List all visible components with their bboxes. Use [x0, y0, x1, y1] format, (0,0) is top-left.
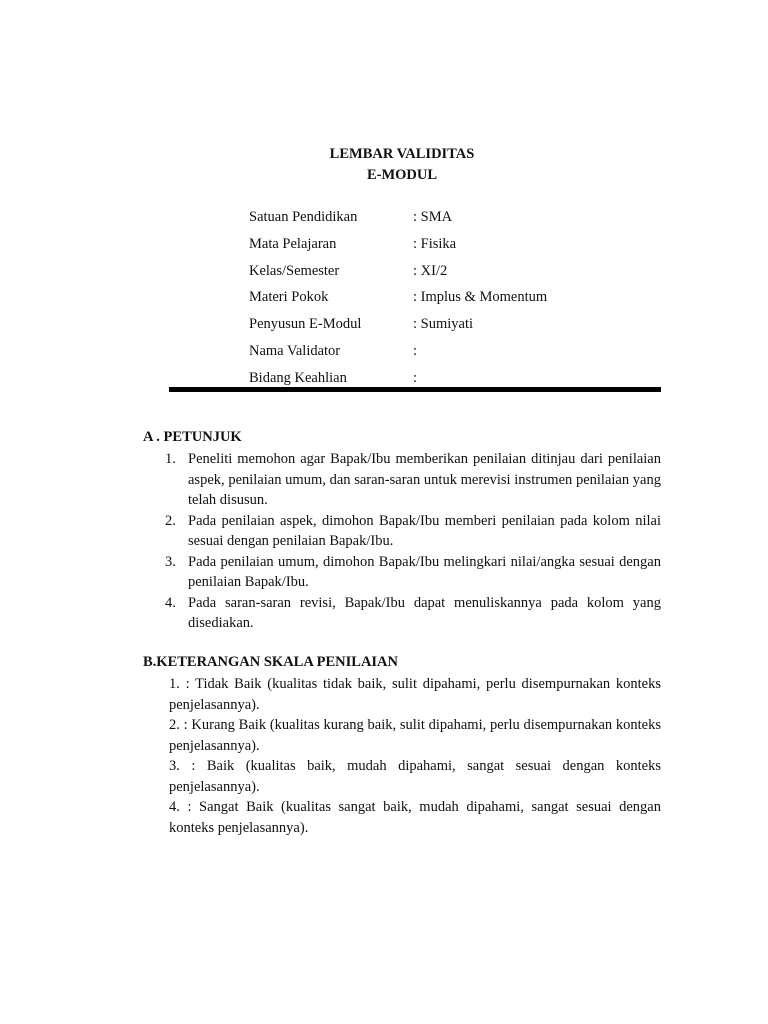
info-value: : — [413, 369, 418, 386]
list-item — [160, 593, 661, 634]
header-divider — [169, 387, 661, 392]
list-item: 1. : Tidak Baik (kualitas tidak baik, sulit dipahami, perlu disempurnakan konteks penjelasannya). — [169, 676, 661, 713]
item-number: 4. — [165, 594, 176, 611]
item-number: 3. — [165, 553, 176, 570]
info-label: Nama Validator — [249, 342, 341, 359]
info-label: Bidang Keahlian — [249, 369, 347, 386]
info-value: : — [413, 342, 418, 359]
document-title: LEMBAR VALIDITAS — [329, 146, 475, 162]
item-text: Pada saran-saran revisi, Bapak/Ibu dapat menuliskannya pada kolom yang disediakan. — [188, 594, 661, 631]
info-value: : Implus & Momentum — [413, 289, 548, 306]
list-item: 3. : Baik (kualitas baik, mudah dipahami, sangat sesuai dengan konteks penjelasannya). — [169, 758, 661, 795]
info-label: Penyusun E-Modul — [249, 316, 362, 333]
info-label: Materi Pokok — [249, 289, 329, 306]
list-item — [160, 552, 661, 593]
list-item: 2. : Kurang Baik (kualitas kurang baik, sulit dipahami, perlu disempurnakan konteks penjelasannya). — [169, 717, 661, 754]
item-text: Pada penilaian aspek, dimohon Bapak/Ibu memberi penilaian pada kolom nilai sesuai dengan penilaian Bapak/Ibu. — [188, 512, 661, 549]
document-subtitle: E-MODUL — [366, 167, 438, 183]
item-text: Pada penilaian umum, dimohon Bapak/Ibu melingkari nilai/angka sesuai dengan penilaian Bapak/Ibu. — [188, 553, 661, 590]
info-value: : Sumiyati — [413, 316, 474, 333]
info-label: Kelas/Semester — [249, 262, 340, 279]
info-value: : Fisika — [413, 235, 457, 252]
info-label: Mata Pelajaran — [249, 235, 337, 252]
info-value: : SMA — [413, 209, 453, 225]
item-text: Peneliti memohon agar Bapak/Ibu memberikan penilaian ditinjau dari penilaian aspek, penilaian umum, dan saran-saran untuk merevisi instrumen penilaian yang telah disusun. — [188, 451, 661, 508]
list-item — [160, 449, 661, 511]
item-number: 1. — [165, 451, 176, 467]
skala-list — [169, 674, 661, 838]
section-heading-skala: B.KETERANGAN SKALA PENILAIAN — [143, 654, 399, 670]
list-item — [160, 511, 661, 552]
info-label: Satuan Pendidikan — [249, 209, 358, 225]
item-number: 2. — [165, 512, 176, 529]
info-value: : XI/2 — [413, 262, 448, 279]
petunjuk-list — [160, 449, 661, 634]
section-heading-petunjuk: A . PETUNJUK — [143, 429, 242, 445]
list-item: 4. : Sangat Baik (kualitas sangat baik, mudah dipahami, sangat sesuai dengan konteks penjelasannya). — [169, 799, 661, 836]
